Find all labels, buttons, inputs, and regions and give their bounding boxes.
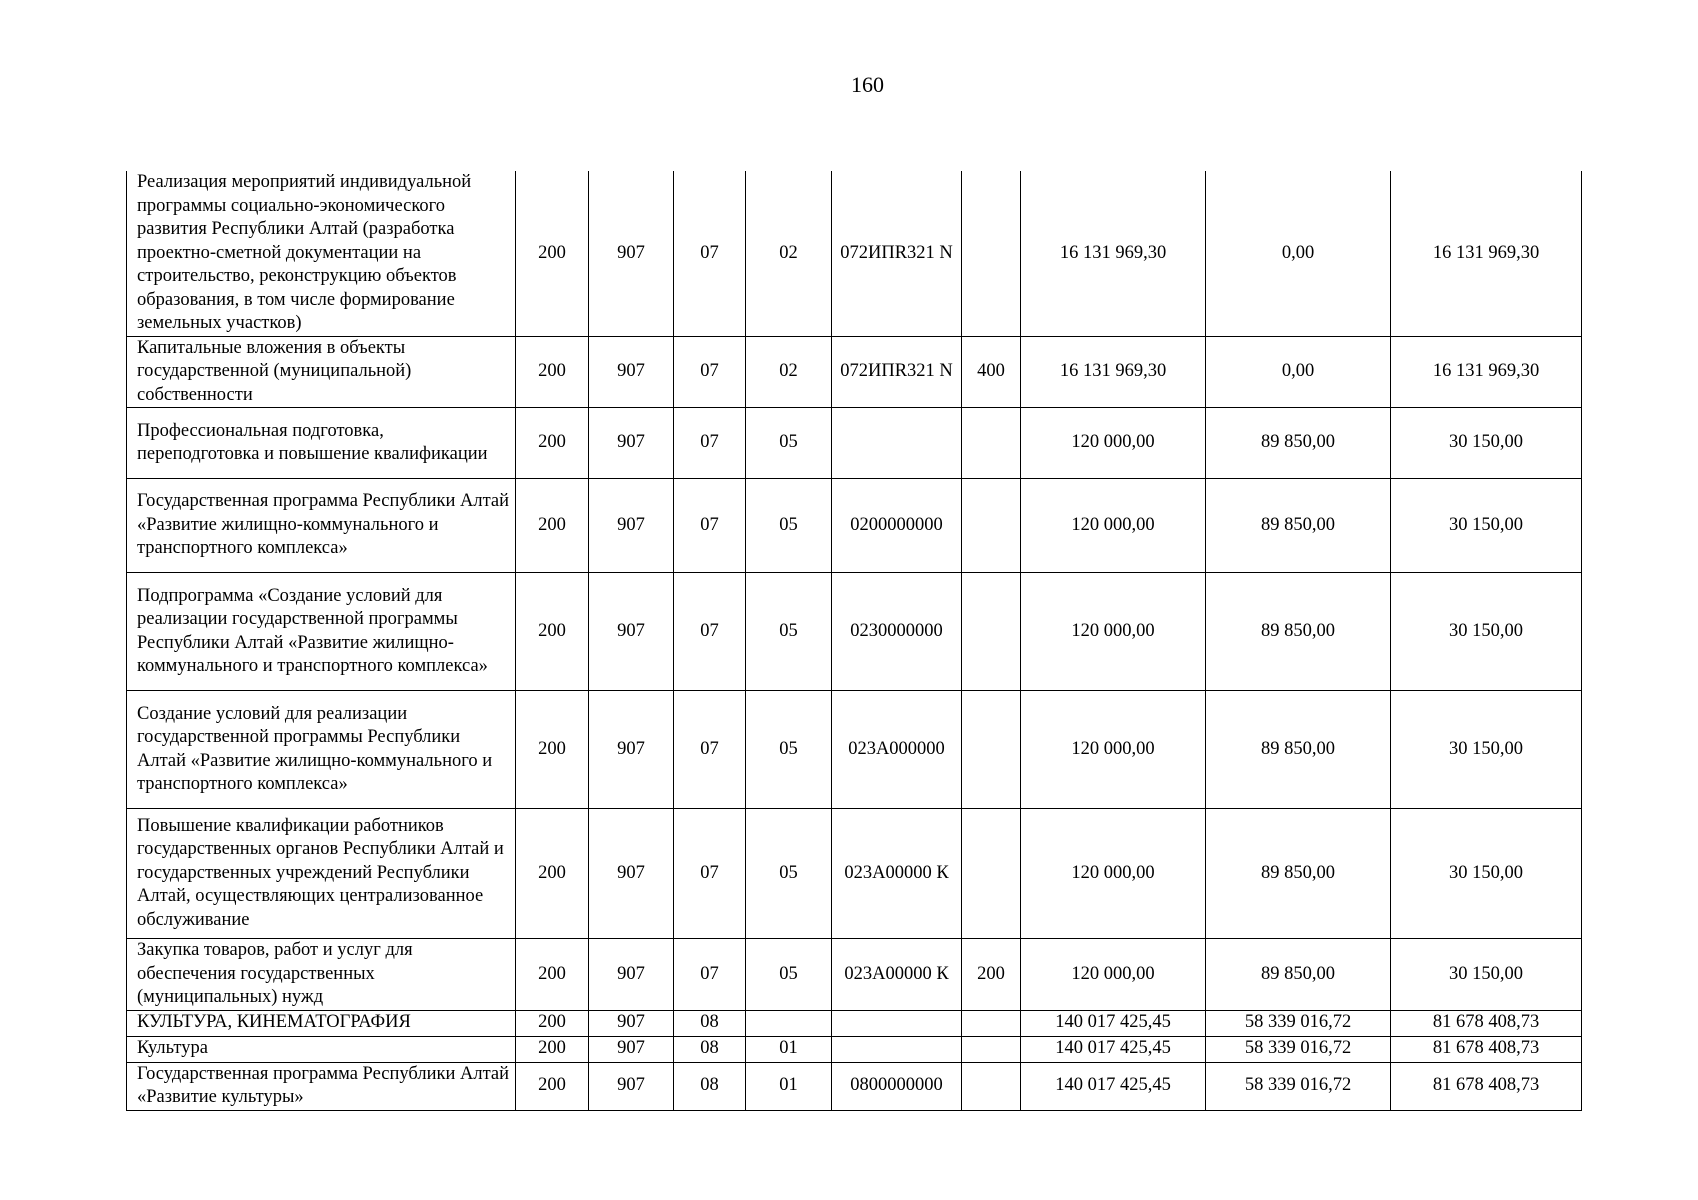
cell-c3: 07 — [674, 809, 746, 939]
cell-type — [962, 1036, 1021, 1062]
cell-sum-1: 140 017 425,45 — [1021, 1010, 1206, 1036]
cell-c1: 200 — [516, 171, 589, 336]
cell-sum-2: 0,00 — [1206, 336, 1391, 408]
cell-code: 072ИПR321 N — [832, 171, 962, 336]
cell-sum-3: 30 150,00 — [1391, 939, 1582, 1011]
cell-code — [832, 408, 962, 479]
cell-code: 0230000000 — [832, 573, 962, 691]
cell-c2: 907 — [589, 939, 674, 1011]
cell-c4 — [746, 1010, 832, 1036]
cell-sum-1: 140 017 425,45 — [1021, 1036, 1206, 1062]
table-row — [127, 408, 1582, 479]
cell-c1: 200 — [516, 408, 589, 479]
cell-c3: 08 — [674, 1010, 746, 1036]
cell-c4: 05 — [746, 691, 832, 809]
row-name: КУЛЬТУРА, КИНЕМАТОГРАФИЯ — [127, 1010, 516, 1036]
cell-sum-3: 30 150,00 — [1391, 479, 1582, 573]
cell-c1: 200 — [516, 479, 589, 573]
cell-c3: 07 — [674, 573, 746, 691]
row-name: Закупка товаров, работ и услуг для обеспечения государственных (муниципальных) нужд — [127, 939, 516, 1011]
table-row — [127, 691, 1582, 809]
row-name: Государственная программа Республики Алтай «Развитие культуры» — [127, 1062, 516, 1110]
row-name: Государственная программа Республики Алтай «Развитие жилищно-коммунального и транспортного комплекса» — [127, 479, 516, 573]
cell-c2: 907 — [589, 479, 674, 573]
cell-c4: 01 — [746, 1036, 832, 1062]
table-body — [127, 171, 1582, 1110]
cell-sum-3: 30 150,00 — [1391, 809, 1582, 939]
cell-sum-3: 81 678 408,73 — [1391, 1010, 1582, 1036]
cell-c4: 01 — [746, 1062, 832, 1110]
cell-c2: 907 — [589, 171, 674, 336]
cell-sum-1: 16 131 969,30 — [1021, 336, 1206, 408]
cell-c2: 907 — [589, 336, 674, 408]
cell-sum-2: 89 850,00 — [1206, 573, 1391, 691]
row-name: Подпрограмма «Создание условий для реализации государственной программы Республики Алтай «Развитие жилищно-коммунального и транспортного комплекса» — [127, 573, 516, 691]
cell-sum-2: 58 339 016,72 — [1206, 1062, 1391, 1110]
cell-sum-2: 0,00 — [1206, 171, 1391, 336]
row-name: Создание условий для реализации государственной программы Республики Алтай «Развитие жилищно-коммунального и транспортного комплекса» — [127, 691, 516, 809]
cell-sum-2: 58 339 016,72 — [1206, 1010, 1391, 1036]
cell-sum-1: 120 000,00 — [1021, 479, 1206, 573]
cell-code: 0800000000 — [832, 1062, 962, 1110]
cell-sum-2: 58 339 016,72 — [1206, 1036, 1391, 1062]
cell-sum-3: 81 678 408,73 — [1391, 1036, 1582, 1062]
cell-c1: 200 — [516, 573, 589, 691]
table-row — [127, 479, 1582, 573]
cell-code: 023А00000 К — [832, 809, 962, 939]
cell-sum-1: 120 000,00 — [1021, 939, 1206, 1011]
cell-c2: 907 — [589, 1062, 674, 1110]
cell-c2: 907 — [589, 691, 674, 809]
cell-c2: 907 — [589, 1036, 674, 1062]
cell-c3: 07 — [674, 939, 746, 1011]
cell-type — [962, 479, 1021, 573]
table-row — [127, 809, 1582, 939]
cell-c3: 08 — [674, 1036, 746, 1062]
cell-type — [962, 1062, 1021, 1110]
cell-c3: 07 — [674, 171, 746, 336]
cell-c4: 02 — [746, 336, 832, 408]
cell-sum-1: 120 000,00 — [1021, 809, 1206, 939]
cell-sum-3: 16 131 969,30 — [1391, 171, 1582, 336]
cell-c1: 200 — [516, 939, 589, 1011]
cell-sum-1: 120 000,00 — [1021, 408, 1206, 479]
cell-c3: 07 — [674, 336, 746, 408]
cell-code: 072ИПR321 N — [832, 336, 962, 408]
cell-type: 400 — [962, 336, 1021, 408]
cell-code: 023А000000 — [832, 691, 962, 809]
table-row — [127, 336, 1582, 408]
cell-type — [962, 691, 1021, 809]
cell-c3: 07 — [674, 691, 746, 809]
table-row — [127, 573, 1582, 691]
cell-type — [962, 408, 1021, 479]
cell-type: 200 — [962, 939, 1021, 1011]
cell-sum-2: 89 850,00 — [1206, 691, 1391, 809]
cell-sum-3: 81 678 408,73 — [1391, 1062, 1582, 1110]
cell-sum-2: 89 850,00 — [1206, 479, 1391, 573]
cell-c3: 07 — [674, 479, 746, 573]
cell-code — [832, 1010, 962, 1036]
row-name: Профессиональная подготовка, переподготовка и повышение квалификации — [127, 408, 516, 479]
cell-c1: 200 — [516, 1036, 589, 1062]
cell-c2: 907 — [589, 408, 674, 479]
cell-sum-2: 89 850,00 — [1206, 939, 1391, 1011]
table-row — [127, 171, 1582, 336]
table-row — [127, 1010, 1582, 1036]
page-number: 160 — [851, 72, 884, 97]
cell-sum-1: 140 017 425,45 — [1021, 1062, 1206, 1110]
cell-type — [962, 1010, 1021, 1036]
cell-c4: 02 — [746, 171, 832, 336]
cell-c1: 200 — [516, 336, 589, 408]
cell-c3: 08 — [674, 1062, 746, 1110]
cell-sum-3: 30 150,00 — [1391, 573, 1582, 691]
cell-sum-3: 30 150,00 — [1391, 408, 1582, 479]
cell-code: 0200000000 — [832, 479, 962, 573]
cell-c1: 200 — [516, 691, 589, 809]
cell-sum-1: 120 000,00 — [1021, 573, 1206, 691]
cell-type — [962, 573, 1021, 691]
cell-c2: 907 — [589, 573, 674, 691]
cell-sum-3: 16 131 969,30 — [1391, 336, 1582, 408]
table-row — [127, 1036, 1582, 1062]
cell-c4: 05 — [746, 479, 832, 573]
cell-c1: 200 — [516, 1062, 589, 1110]
cell-c1: 200 — [516, 1010, 589, 1036]
row-name: Культура — [127, 1036, 516, 1062]
cell-c2: 907 — [589, 809, 674, 939]
cell-c3: 07 — [674, 408, 746, 479]
cell-code — [832, 1036, 962, 1062]
table-row — [127, 939, 1582, 1011]
cell-sum-3: 30 150,00 — [1391, 691, 1582, 809]
table-row — [127, 1062, 1582, 1110]
cell-sum-1: 120 000,00 — [1021, 691, 1206, 809]
cell-c4: 05 — [746, 939, 832, 1011]
cell-type — [962, 171, 1021, 336]
row-name: Повышение квалификации работников государственных органов Республики Алтай и государственных учреждений Республики Алтай, осуществляющих централизованное обслуживание — [127, 809, 516, 939]
cell-c2: 907 — [589, 1010, 674, 1036]
cell-code: 023А00000 К — [832, 939, 962, 1011]
budget-table — [126, 171, 1582, 1111]
cell-sum-2: 89 850,00 — [1206, 408, 1391, 479]
cell-c4: 05 — [746, 408, 832, 479]
cell-sum-1: 16 131 969,30 — [1021, 171, 1206, 336]
cell-type — [962, 809, 1021, 939]
cell-sum-2: 89 850,00 — [1206, 809, 1391, 939]
cell-c4: 05 — [746, 809, 832, 939]
cell-c4: 05 — [746, 573, 832, 691]
cell-c1: 200 — [516, 809, 589, 939]
row-name: Капитальные вложения в объекты государственной (муниципальной) собственности — [127, 336, 516, 408]
row-name: Реализация мероприятий индивидуальной программы социально-экономического развития Республики Алтай (разработка проектно-сметной документации на строительство, реконструкцию объектов образования, в том числе формирование земельных участков) — [127, 171, 516, 336]
